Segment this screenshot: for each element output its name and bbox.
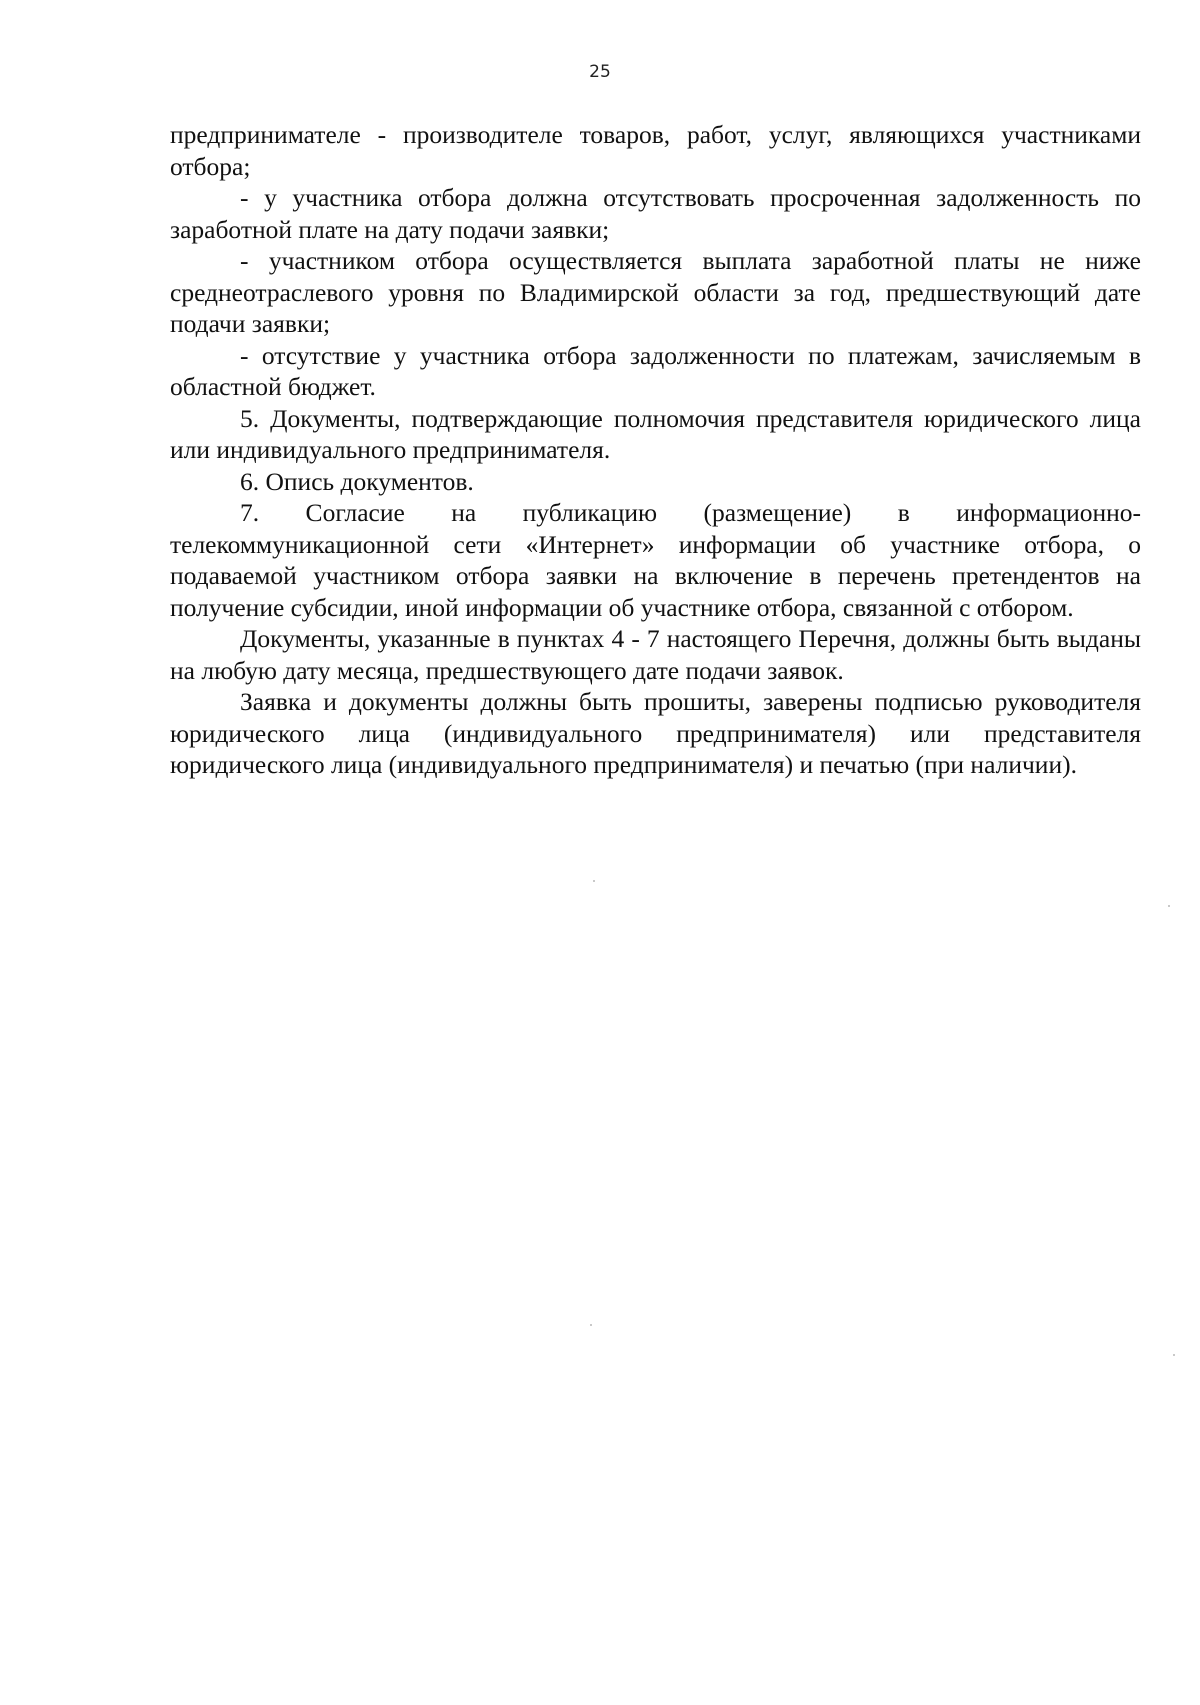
paragraph-average-wage: - участником отбора осуществляется выплата заработной платы не ниже среднеотраслевого уровня по Владимирской области за год, предшествующий дате подачи заявки; (170, 246, 1141, 338)
paragraph-binding-requirements: Заявка и документы должны быть прошиты, заверены подписью руководителя юридического лица (индивидуального предпринимателя) или представителя юридического лица (индивидуального предпринимателя) и печатью (при наличии). (170, 687, 1141, 779)
paragraph-no-budget-debt: - отсутствие у участника отбора задолженности по платежам, зачисляемым в областной бюджет. (170, 340, 1141, 401)
paragraph-item-7: 7. Согласие на публикацию (размещение) в информационно-телекоммуникационной сети «Интернет» информации об участнике отбора, о подаваемой участником отбора заявки на включение в перечень претендентов на получение субсидии, иной информации об участнике отбора, связанной с отбором. (170, 498, 1141, 622)
paragraph-item-5: 5. Документы, подтверждающие полномочия представителя юридического лица или индивидуального предпринимателя. (170, 403, 1141, 464)
document-body (170, 119, 1141, 781)
paragraph-documents-date: Документы, указанные в пунктах 4 - 7 настоящего Перечня, должны быть выданы на любую дату месяца, предшествующего дате подачи заявок. (170, 624, 1141, 685)
paragraph-continuation: предпринимателе - производителе товаров, работ, услуг, являющихся участниками отбора; (170, 120, 1141, 181)
scan-speck (1173, 1354, 1175, 1356)
scan-speck (593, 880, 595, 882)
paragraph-no-wage-debt: - у участника отбора должна отсутствовать просроченная задолженность по заработной плате на дату подачи заявки; (170, 183, 1141, 244)
scan-speck (590, 1324, 592, 1326)
scan-speck (1168, 905, 1170, 907)
page-number: 25 (589, 62, 611, 82)
paragraph-item-6: 6. Опись документов. (240, 466, 474, 496)
